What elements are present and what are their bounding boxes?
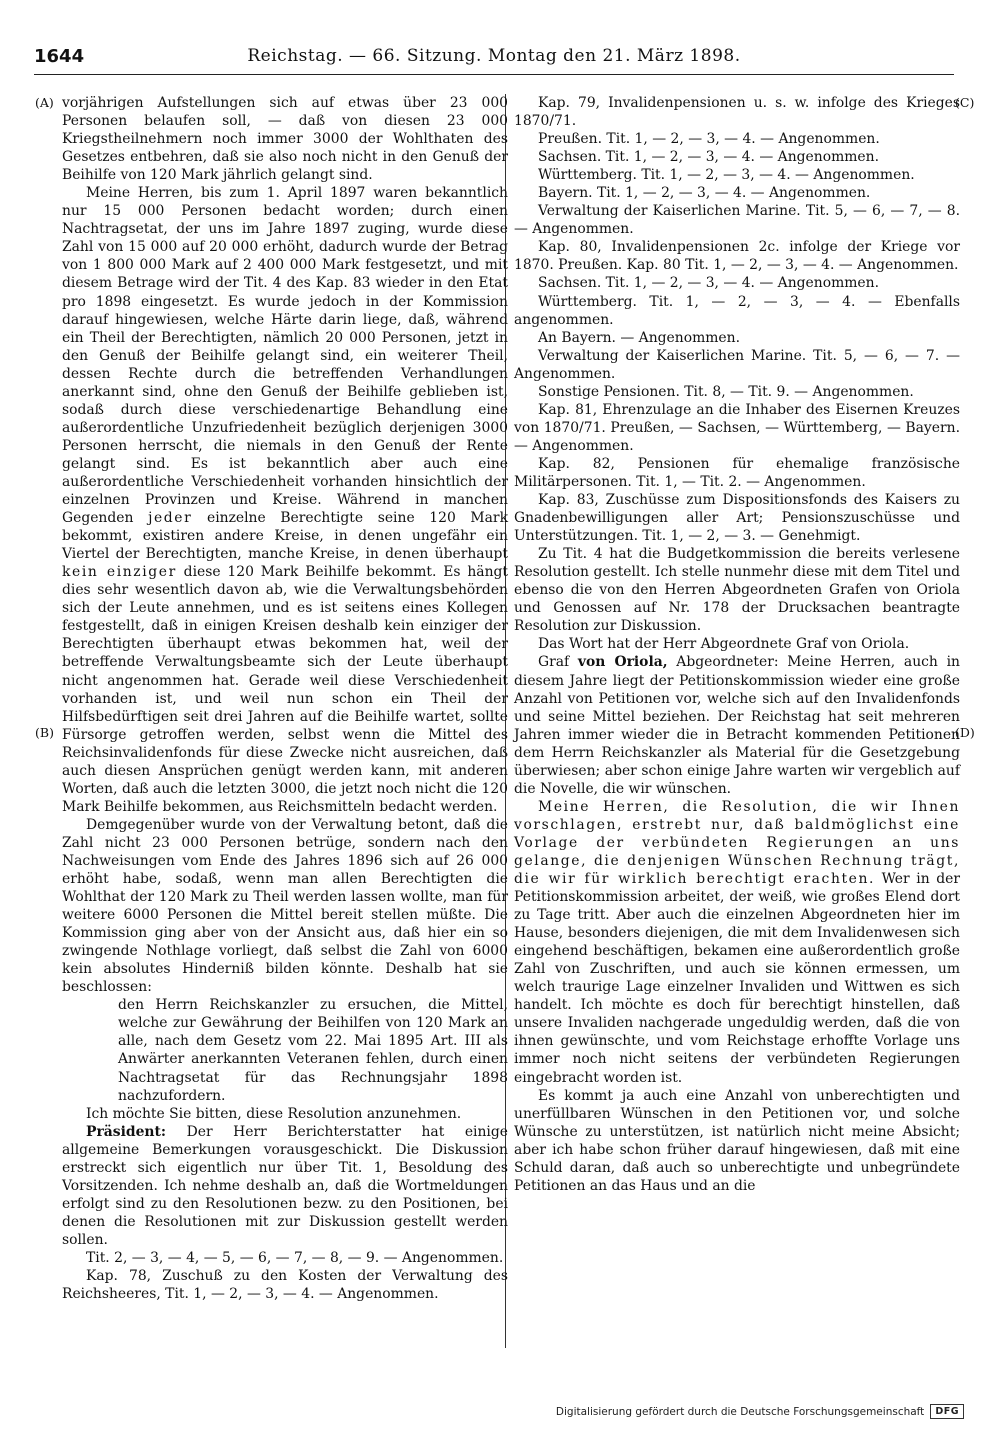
margin-mark-d: (D) [955,725,975,740]
resolution-quote: den Herrn Reichskanzler zu ersuchen, die Mittel, welche zur Gewährung der Beihilfen von 120 Mark an alle, nach dem Gesetz vom 22. Mai 1895 Art. III als Anwärter anerkannten Veteranen fehlen, durch einen Nachtragsetat für das Rechnungsjahr 1898 nachzufordern. [118,997,508,1104]
paragraph: Württemberg. Tit. 1, — 2, — 3, — 4. — Ebenfalls angenommen. [514,293,960,328]
emphasis: jeder [148,510,193,527]
paragraph: Verwaltung der Kaiserlichen Marine. Tit. 5, — 6, — 7. — Angenommen. [514,347,960,382]
paragraph: Kap. 81, Ehrenzulage an die Inhaber des Eisernen Kreuzes von 1870/71. Preußen, — Sachsen, — Württemberg, — Bayern. — Angenommen. [514,401,960,454]
paragraph: Meine Herren, bis zum 1. April 1897 waren bekanntlich nur 15 000 Personen bedacht worden; durch einen Nachtragsetat, der uns im Jahre 1897 zuging, wurde diese Zahl von 15 000 auf 20 000 erhöht, dadurch wurde der Betrag von 1 800 000 Mark auf 2 400 000 Mark festgesetzt, und mit diesem Betrage wird der Tit. 4 des Kap. 83 wieder in den Etat pro 1898 eingesetzt. Es wurde jedoch in der Kommission darauf hingewiesen, welche Härte darin liege, daß, während ein Theil der Berechtigten, nämlich 20 000 Personen, jetzt in den Genuß der Beihilfe gelangt sind, ein weiterer Theil, dessen Rechte durch die betreffenden Verhandlungen anerkannt sind, ohne den Genuß der Beihilfe geblieben ist, sodaß durch diese verschiedenartige Behandlung eine außerordentliche Unzufriedenheit bezüglich derjenigen 3000 Personen herrscht, die niemals in den Genuß der Rente gelangt sind. Es ist bekanntlich aber auch eine außerordentliche Verschiedenheit vorhanden hinsichtlich der einzelnen Provinzen und Kreise. Während in manchen Gegenden jeder einzelne Berechtigte seine 120 Mark bekommt, existiren andere Kreise, in denen ungefähr ein Viertel der Berechtigten, manche Kreise, in denen überhaupt kein einziger diese 120 Mark Beihilfe bekommt. Es hängt dies sehr wesentlich davon ab, wie die Verwaltungsbehörden sich der Leute annehmen, und es ist seitens eines Kollegen festgestellt, daß in einigen Kreisen deshalb kein einziger der Berechtigten überhaupt etwas bekommen hat, weil der betreffende Verwaltungsbeamte sich der Leute überhaupt nicht angenommen hat. Gerade weil diese Verschiedenheit vorhanden ist, und weil nun schon ein Theil der Hilfsbedürftigen seit drei Jahren auf die Beihilfe wartet, sollte Fürsorge getroffen werden, selbst wenn die Mittel des Reichsinvalidenfonds für diese Zwecke nicht ausreichen, daß auch diesen Ansprüchen genügt werden kann, mit anderen Worten, daß auch die letzten 3000, die jetzt noch nicht die 120 Mark Beihilfe bekommen, aus Reichsmitteln bedacht werden. [62,185,508,815]
header-rule [34,74,954,75]
paragraph: vorjährigen Aufstellungen sich auf etwas über 23 000 Personen belaufen soll, — daß von diesen 23 000 Kriegstheilnehmern noch immer 3000 der Wohlthaten des Gesetzes entbehren, daß sie also noch nicht in den Genuß der Beihilfe von 120 Mark jährlich gelangt sind. [62,95,508,184]
dfg-logo: DFG [930,1404,964,1419]
paragraph: Sachsen. Tit. 1, — 2, — 3, — 4. — Angenommen. [538,149,879,166]
paragraph: Kap. 80, Invalidenpensionen 2c. infolge der Kriege vor 1870. Preußen. Kap. 80 Tit. 1, — 2, — 3, — 4. — Angenommen. [514,239,960,274]
emphasis: Meine Herren, die Resolution, die wir Ihnen vorschlagen, erstrebt nur, daß baldmöglichst eine Vorlage der verbündeten Regierungen an uns gelange, die denjenigen Wünschen Rechnung trägt, die wir für wirklich berechtigt erachten. [514,798,960,888]
page-number: 1644 [34,46,85,67]
digitization-credit [556,1404,964,1419]
running-title: Reichstag. — 66. Sitzung. Montag den 21. März 1898. [247,46,741,66]
speaker-name: von Oriola, [577,654,668,671]
paragraph: Kap. 82, Pensionen für ehemalige französische Militärpersonen. Tit. 1, — Tit. 2. — Angenommen. [514,455,960,490]
speaker-name: Präsident: [86,1123,167,1140]
paragraph: Zu Tit. 4 hat die Budgetkommission die bereits verlesene Resolution gestellt. Ich stelle nunmehr diese mit dem Titel und ebenso die von den Herren Abgeordneten Grafen von Oriola und Genossen auf Nr. 178 der Drucksachen beantragte Resolution zur Diskussion. [514,546,960,635]
paragraph: Tit. 2, — 3, — 4, — 5, — 6, — 7, — 8, — 9. — Angenommen. [86,1250,504,1266]
paragraph: Kap. 79, Invalidenpensionen u. s. w. infolge des Krieges 1870/71. [514,95,960,130]
paragraph: Graf von Oriola, Abgeordneter: Meine Herren, auch in diesem Jahre liegt der Petitionskommission wieder eine große Anzahl von Petitionen vor, welche sich auf den Invalidenfonds und seine Mittel beziehen. Der Reichstag hat seit mehreren Jahren immer wieder die in Betracht kommenden Petitionen dem Herrn Reichskanzler als Material für die Gesetzgebung überwiesen; aber schon einige Jahre warten wir vergeblich auf die Novelle, die wir wünschen. [514,654,960,797]
paragraph: Württemberg. Tit. 1, — 2, — 3, — 4. — Angenommen. [538,167,915,184]
paragraph: An Bayern. — Angenommen. [538,329,740,346]
paragraph: Bayern. Tit. 1, — 2, — 3, — 4. — Angenommen. [538,185,871,202]
paragraph: Ich möchte Sie bitten, diese Resolution anzunehmen. [86,1105,462,1122]
paragraph: Demgegenüber wurde von der Verwaltung betont, daß die Zahl nicht 23 000 Personen betrüge, sondern nach den Nachweisungen vom Ende des Jahres 1896 sich auf 26 000 erhöht habe, sodaß, wenn man allen Berechtigten die Wohlthat der 120 Mark zu Theil werden lassen wollte, man für weitere 6000 Personen die Mittel bereit stellen müßte. Die Kommission ging aber von der Ansicht aus, daß hier ein so zwingende Nothlage vorliegt, daß selbst die Zahl von 6000 kein absolutes Hinderniß bilden könnte. Deshalb hat sie beschlossen: [62,816,508,996]
paragraph: Verwaltung der Kaiserlichen Marine. Tit. 5, — 6, — 7, — 8. — Angenommen. [514,203,960,238]
paragraph: Sachsen. Tit. 1, — 2, — 3, — 4. — Angenommen. [538,275,879,292]
paragraph: Preußen. Tit. 1, — 2, — 3, — 4. — Angenommen. [538,131,880,148]
right-column [514,94,960,1195]
paragraph: Sonstige Pensionen. Tit. 8, — Tit. 9. — Angenommen. [538,383,914,400]
margin-mark-a: (A) [35,95,54,110]
paragraph: Meine Herren, die Resolution, die wir Ihnen vorschlagen, erstrebt nur, daß baldmöglichst eine Vorlage der verbündeten Regierungen an uns gelange, die denjenigen Wünschen Rechnung trägt, die wir für wirklich berechtigt erachten. Wer in der Petitionskommission arbeitet, der weiß, wie großes Elend dort zu Tage tritt. Aber auch die einzelnen Abgeordneten hier im Hause, besonders diejenigen, die mit dem Invalidenwesen sich eingehend beschäftigen, bekamen eine außerordentlich große Zahl von Zuschriften, und auch sie können ermessen, um welch traurige Lage einzelner Invaliden und Wittwen es sich handelt. Ich möchte es doch für berechtigt hinstellen, daß unsere Invaliden nachgerade ungeduldig werden, daß die von ihnen gewünschte, und vom Reichstage erhoffte Vorlage uns immer noch nicht seitens der verbündeten Regierungen eingebracht worden ist. [514,798,960,1086]
paragraph: Präsident: Der Herr Berichterstatter hat einige allgemeine Bemerkungen vorausgeschickt. Die Diskussion erstreckt sich eigentlich nur über Tit. 1, Besoldung des Vorsitzenden. Ich nehme deshalb an, daß die Wortmeldungen erfolgt sind zu den Resolutionen bezw. zu den Positionen, bei denen die Resolutionen mit zur Diskussion gestellt werden sollen. [62,1123,508,1248]
paragraph: Das Wort hat der Herr Abgeordnete Graf von Oriola. [538,636,910,653]
margin-mark-c: (C) [955,95,975,110]
paragraph: Es kommt ja auch eine Anzahl von unberechtigten und unerfüllbaren Wünschen in den Petitionen vor, und solche Wünsche zu unterstützen, ist natürlich nicht meine Absicht; aber ich habe schon früher darauf hingewiesen, daß mit eine Schuld daran, daß auch so unberechtigte und unbegründete Petitionen an das Haus und an die [514,1087,960,1194]
left-column [62,94,508,1303]
margin-mark-b: (B) [35,725,54,740]
paragraph: Kap. 83, Zuschüsse zum Dispositionsfonds des Kaisers zu Gnadenbewilligungen aller Art; Pensionszuschüsse und Unterstützungen. Tit. 1, — 2, — 3. — Genehmigt. [514,492,960,545]
emphasis: kein einziger [62,564,177,581]
credit-text: Digitalisierung gefördert durch die Deutsche Forschungsgemeinschaft [555,1405,925,1418]
page-header [34,46,954,72]
paragraph: Kap. 78, Zuschuß zu den Kosten der Verwaltung des Reichsheeres, Tit. 1, — 2, — 3, — 4. — Angenommen. [62,1268,508,1303]
